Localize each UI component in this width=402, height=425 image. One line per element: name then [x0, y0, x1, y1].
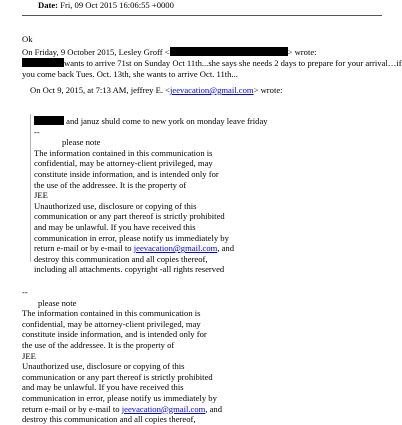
- date-value: Fri, 09 Oct 2015 16:06:55 +0000: [60, 0, 174, 10]
- footer-line: JEE: [22, 350, 36, 361]
- inner-line: The information contained in this communication is: [34, 147, 213, 158]
- inner-return-line: [34, 243, 268, 254]
- date-label: Date:: [38, 0, 59, 10]
- redacted-email: [170, 47, 288, 56]
- inner-line: confidential, may be attorney-client privileged, may: [34, 158, 213, 169]
- inner-return-email-link[interactable]: jeevacation@gmail.com: [133, 243, 218, 254]
- inner-message-first-line: [34, 116, 268, 127]
- footer-sig-dashes: --: [22, 287, 28, 297]
- inner-line: including all attachments. copyright -all rights reserved: [34, 264, 225, 275]
- quote1-intro-suffix: > wrote:: [287, 47, 317, 57]
- quote1-line2-text: wants to arrive 71st on Sunday Oct 11th...she says she needs 2 days to prepare for your arrival…if: [64, 58, 402, 68]
- inner-message: [34, 116, 268, 275]
- footer-line: Unauthorized use, disclosure or copying of this: [22, 361, 185, 372]
- inner-message-text: and januz shuld come to new york on monday leave friday: [66, 116, 268, 126]
- reply-text: Ok: [22, 34, 33, 44]
- footer-return-line: [22, 404, 222, 415]
- footer-line: constitute inside information, and is intended only for: [22, 329, 207, 340]
- inner-line: JEE: [34, 190, 48, 201]
- inner-line: constitute inside information, and is intended only for: [34, 168, 219, 179]
- footer-line: and may be unlawful. If you have received this: [22, 382, 184, 393]
- email-date-line: [38, 0, 174, 10]
- inner-please-note: please note: [62, 137, 101, 148]
- inner-line: and may be unlawful. If you have received this: [34, 221, 196, 232]
- quote1-intro: [22, 47, 317, 58]
- footer-return-email-link[interactable]: jeevacation@gmail.com: [121, 403, 206, 414]
- quote1-line3: you come back Tues. Oct. 13th, she wants to arrive Oct. 11th...: [22, 69, 238, 79]
- header-divider: [22, 15, 382, 16]
- quote2-email-link[interactable]: jeevacation@gmail.com: [170, 85, 254, 95]
- footer-line: confidential, may be attorney-client privileged, may: [22, 318, 201, 329]
- inner-line: communication in error, please notify us immediately by: [34, 232, 229, 243]
- footer-please-note: please note: [38, 297, 77, 308]
- quote2-intro-prefix: On Oct 9, 2015, at 7:13 AM, jeffrey E. <: [30, 85, 171, 95]
- quote1-line2: [22, 58, 402, 69]
- inner-sig-dashes: --: [34, 126, 40, 137]
- footer-line: The information contained in this communication is: [22, 308, 201, 319]
- inner-line: destroy this communication and all copies thereof,: [34, 253, 208, 264]
- footer-line: the use of the addressee. It is the property of: [22, 339, 175, 350]
- redacted-name: [34, 116, 64, 125]
- footer-line: communication in error, please notify us immediately by: [22, 392, 217, 403]
- inner-return-prefix: return e-mail or by e-mail to: [34, 243, 134, 254]
- quote1-intro-prefix: On Friday, 9 October 2015, Lesley Groff <: [22, 47, 170, 57]
- footer-return-prefix: return e-mail or by e-mail to: [22, 403, 122, 414]
- quote-bar: [30, 114, 31, 262]
- quote2-intro: [30, 85, 283, 96]
- redacted-name: [22, 58, 64, 67]
- footer-line: communication or any part thereof is strictly prohibited: [22, 371, 213, 382]
- quote2-intro-suffix: > wrote:: [253, 85, 283, 95]
- footer-return-suffix: , and: [205, 403, 223, 414]
- inner-return-suffix: , and: [217, 243, 235, 254]
- inner-line: the use of the addressee. It is the property of: [34, 179, 187, 190]
- inner-line: communication or any part thereof is strictly prohibited: [34, 211, 225, 222]
- inner-line: Unauthorized use, disclosure or copying of this: [34, 200, 197, 211]
- footer-line: destroy this communication and all copies thereof,: [22, 414, 196, 425]
- footer-signature: [22, 287, 222, 425]
